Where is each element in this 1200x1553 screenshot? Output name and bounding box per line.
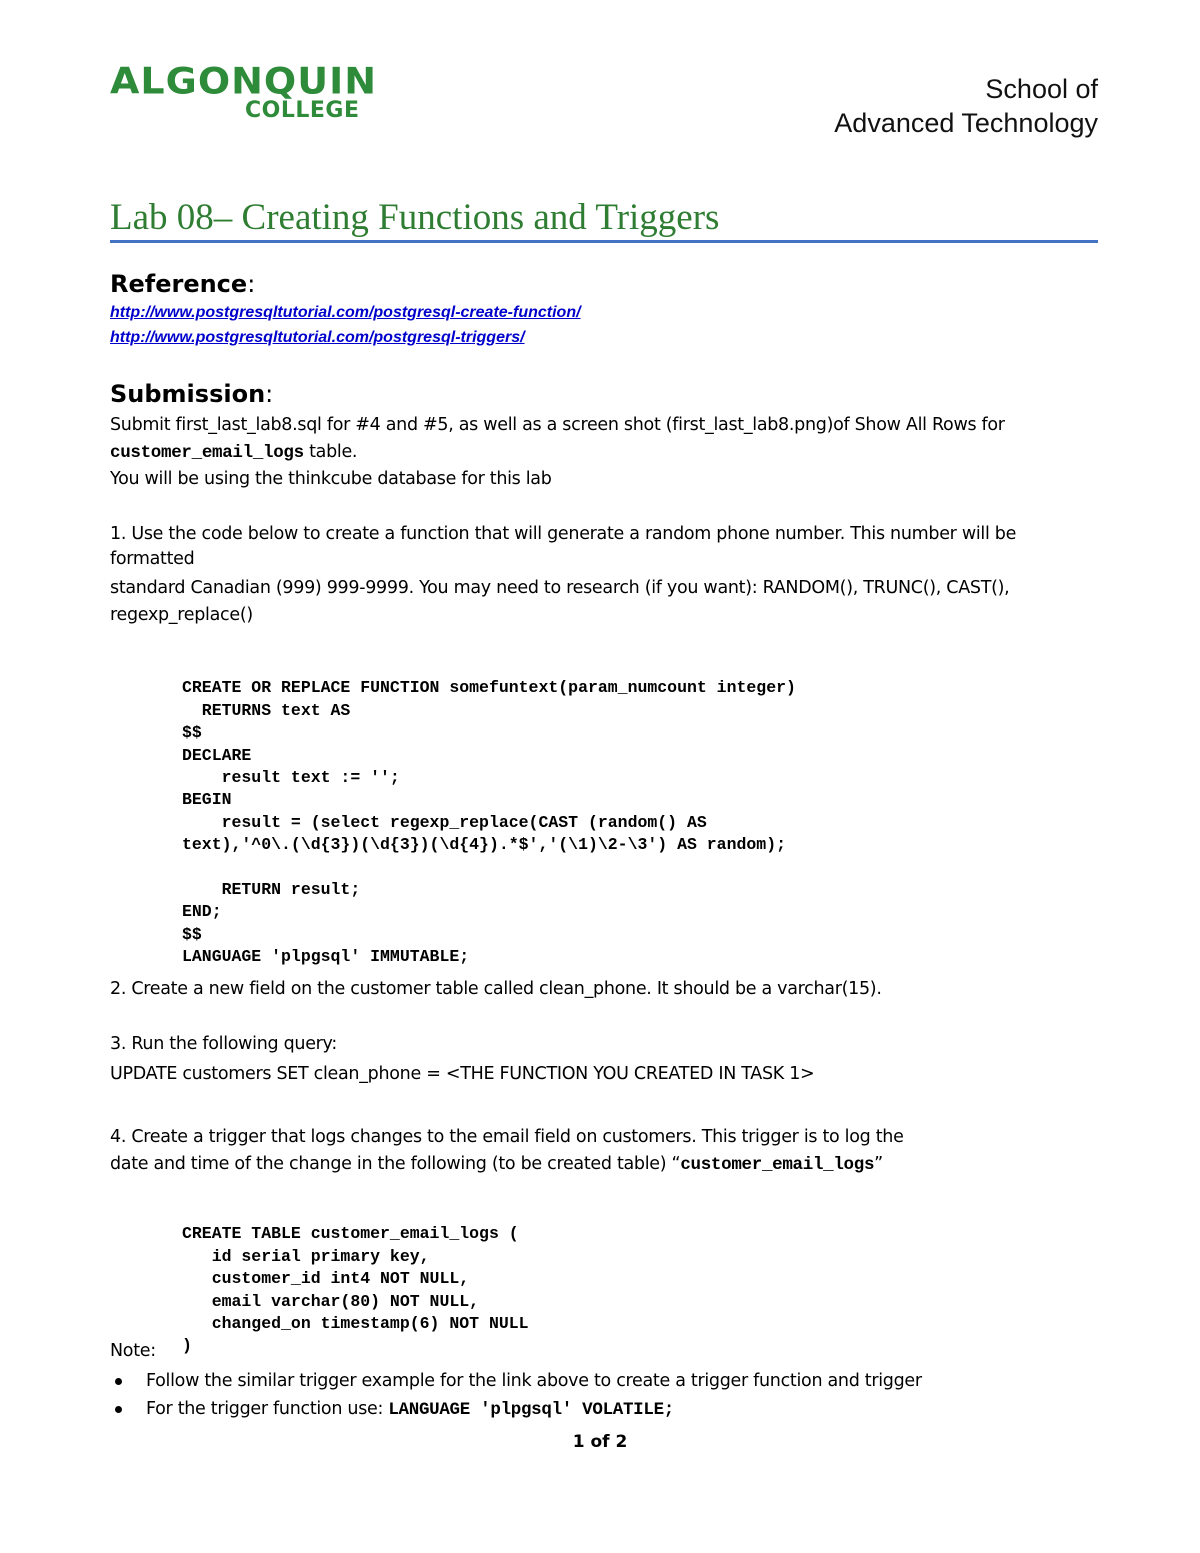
bullet-icon (115, 1406, 122, 1413)
task4-line1: 4. Create a trigger that logs changes to the email field on customers. This trigger is to log the (110, 1127, 904, 1147)
task3-line2: UPDATE customers SET clean_phone = <THE FUNCTION YOU CREATED IN TASK 1> (110, 1064, 815, 1084)
logo-line1: ALGONQUIN (110, 60, 378, 102)
task4-line2-post: ” (874, 1154, 883, 1174)
submission-heading (110, 380, 273, 408)
code-line: text),'^0\.(\d{3})(\d{3})(\d{4}).*$','(\1)\2-\3') AS random); (182, 835, 786, 855)
task1-line3: standard Canadian (999) 999-9999. You may need to research (if you want): RANDOM(), TRUNC(), CAST(), (110, 578, 1010, 598)
code-line: changed_on timestamp(6) NOT NULL (182, 1314, 529, 1334)
submission-table-name: customer_email_logs (110, 443, 304, 463)
note-bullet-2-text: For the trigger function use: (146, 1399, 389, 1419)
submission-heading-text: Submission (110, 380, 266, 408)
note-bullet-2 (146, 1396, 674, 1424)
submission-line2 (110, 439, 357, 467)
page-number: 1 of 2 (572, 1432, 628, 1452)
school-line2: Advanced Technology (834, 108, 1098, 138)
task4-table-name: customer_email_logs (680, 1155, 875, 1175)
code-line: END; (182, 902, 222, 922)
task3-line1: 3. Run the following query: (110, 1034, 337, 1054)
code-line: $$ (182, 924, 202, 944)
submission-line1: Submit first_last_lab8.sql for #4 and #5, as well as a screen shot (first_last_lab8.png)of Show All Rows for (110, 415, 1005, 435)
school-line1: School of (985, 74, 1098, 104)
code-line: ) (182, 1336, 192, 1356)
submission-colon: : (265, 380, 274, 408)
code-line (182, 857, 796, 879)
reference-link-triggers[interactable]: http://www.postgresqltutorial.com/postgresql-triggers/ (110, 329, 525, 346)
college-logo (110, 60, 378, 123)
task4-line2 (110, 1151, 883, 1179)
reference-heading (110, 270, 255, 298)
code-line: id serial primary key, (182, 1246, 430, 1266)
task4-code-block (182, 1201, 529, 1380)
code-line: RETURN result; (182, 880, 361, 900)
task1-line4: regexp_replace() (110, 605, 253, 625)
reference-colon: : (247, 270, 256, 298)
code-line: CREATE OR REPLACE FUNCTION somefuntext(param_numcount integer) (182, 678, 796, 698)
note-label: Note: (110, 1341, 156, 1361)
code-line: CREATE TABLE customer_email_logs ( (182, 1224, 519, 1244)
code-line: result = (select regexp_replace(CAST (random() AS (182, 812, 707, 832)
code-line: result text := ''; (182, 768, 400, 788)
reference-heading-text: Reference (110, 270, 248, 298)
task2-line1: 2. Create a new field on the customer table called clean_phone. It should be a varchar(15). (110, 979, 882, 999)
code-line: email varchar(80) NOT NULL, (182, 1291, 480, 1311)
task1-line2: formatted (110, 549, 195, 569)
code-line: RETURNS text AS (182, 700, 351, 720)
school-name (834, 72, 1098, 140)
task4-line2-pre: date and time of the change in the following (to be created table) “ (110, 1154, 681, 1174)
code-line: customer_id int4 NOT NULL, (182, 1269, 470, 1289)
code-line: DECLARE (182, 745, 252, 765)
code-line: $$ (182, 723, 202, 743)
bullet-icon (115, 1378, 122, 1385)
page-title: Lab 08– Creating Functions and Triggers (110, 196, 1098, 243)
task1-code-block (182, 655, 796, 991)
reference-link-function[interactable]: http://www.postgresqltutorial.com/postgresql-create-function/ (110, 304, 581, 321)
submission-line2-rest: table. (303, 442, 358, 462)
code-line: LANGUAGE 'plpgsql' IMMUTABLE; (182, 947, 470, 967)
submission-line3: You will be using the thinkcube database for this lab (110, 469, 552, 489)
note-bullet-1: Follow the similar trigger example for the link above to create a trigger function and trigger (146, 1371, 922, 1391)
note-bullet-2-code: LANGUAGE 'plpgsql' VOLATILE; (388, 1400, 674, 1420)
logo-line2: COLLEGE (245, 98, 360, 123)
code-line: BEGIN (182, 790, 232, 810)
task1-line1: 1. Use the code below to create a function that will generate a random phone number. This number will be (110, 524, 1017, 544)
